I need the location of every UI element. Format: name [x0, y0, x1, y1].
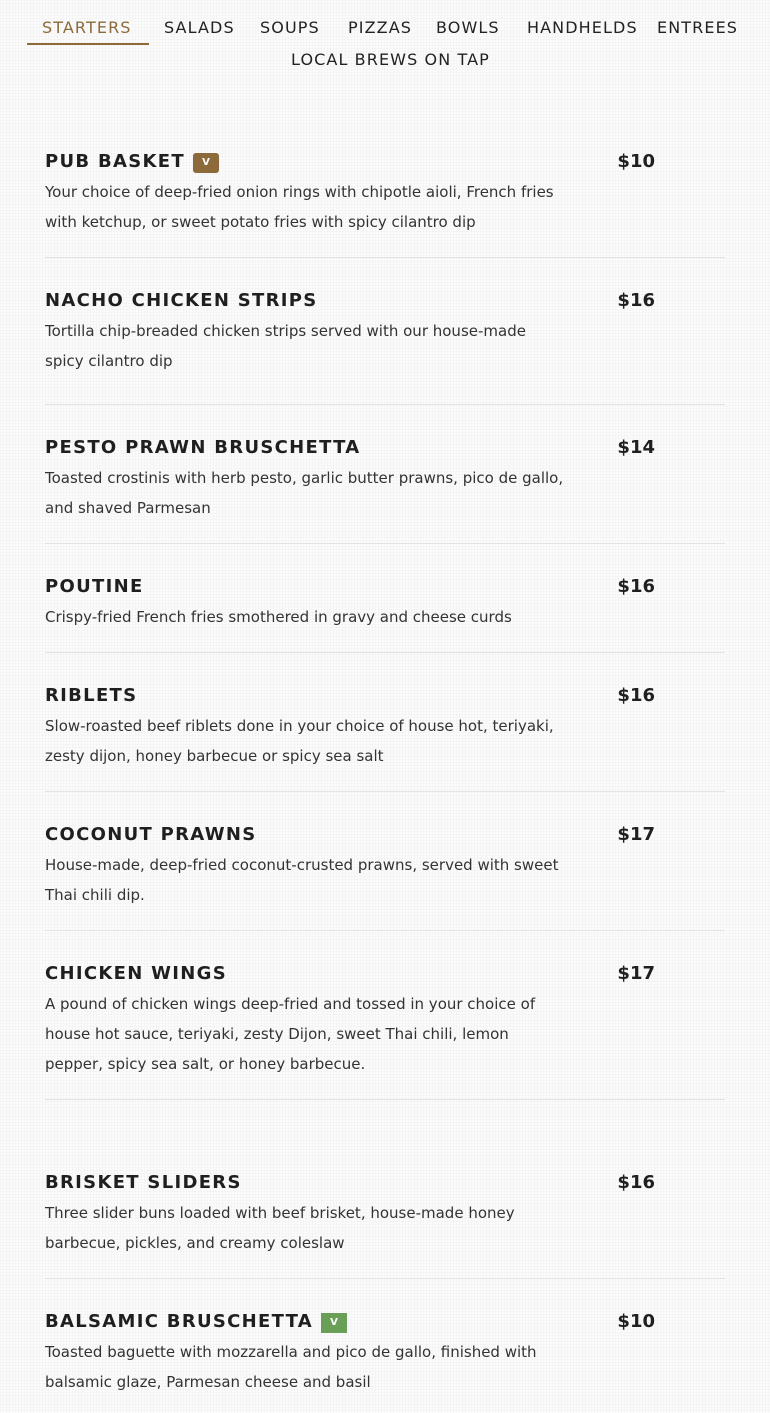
- menu-item-name: COCONUT PRAWNS: [45, 824, 257, 845]
- menu-item-price: $14: [617, 437, 655, 458]
- menu-item-description: Toasted crostinis with herb pesto, garlic butter prawns, pico de gallo, and shaved Parmesan: [45, 469, 564, 517]
- menu-item-price: $17: [617, 963, 655, 984]
- menu-item-price: $10: [617, 151, 655, 172]
- menu-item-description: A pound of chicken wings deep-fried and tossed in your choice of house hot sauce, teriyaki, zesty Dijon, sweet Thai chili, lemon pepper, spicy sea salt, or honey barbecue.: [45, 995, 536, 1073]
- divider: [45, 791, 725, 792]
- menu-item-name: BRISKET SLIDERS: [45, 1172, 242, 1193]
- tab-local-brews-on-tap[interactable]: LOCAL BREWS ON TAP: [291, 50, 490, 69]
- tab-bowls[interactable]: BOWLS: [436, 18, 500, 37]
- menu-item-price: $16: [617, 576, 655, 597]
- menu-item-price: $10: [617, 1311, 655, 1332]
- menu-item-name: CHICKEN WINGS: [45, 963, 228, 984]
- menu-item-description: Crispy-fried French fries smothered in gravy and cheese curds: [45, 608, 512, 626]
- divider: [45, 543, 725, 544]
- menu-item-description: Three slider buns loaded with beef brisket, house-made honey barbecue, pickles, and creamy coleslaw: [45, 1204, 515, 1252]
- tab-pizzas[interactable]: PIZZAS: [348, 18, 412, 37]
- divider: [45, 652, 725, 653]
- menu-item-description: Tortilla chip-breaded chicken strips served with our house-made spicy cilantro dip: [45, 322, 526, 370]
- menu-item-price: $16: [617, 685, 655, 706]
- menu-item-name: PUB BASKET V: [45, 151, 219, 173]
- menu-item-price: $16: [617, 290, 655, 311]
- divider: [45, 404, 725, 405]
- tab-salads[interactable]: SALADS: [164, 18, 235, 37]
- menu-item-name: POUTINE: [45, 576, 144, 597]
- menu-item-description: Your choice of deep-fried onion rings with chipotle aioli, French fries with ketchup, or sweet potato fries with spicy cilantro dip: [45, 183, 554, 231]
- menu-item-name: BALSAMIC BRUSCHETTA V: [45, 1311, 347, 1333]
- menu-item-name: NACHO CHICKEN STRIPS: [45, 290, 318, 311]
- tab-entrees[interactable]: ENTREES: [657, 18, 739, 37]
- tab-starters[interactable]: STARTERS: [42, 18, 132, 37]
- menu-item-name: PESTO PRAWN BRUSCHETTA: [45, 437, 361, 458]
- divider: [45, 257, 725, 258]
- tab-handhelds[interactable]: HANDHELDS: [527, 18, 638, 37]
- menu-item-description: Toasted baguette with mozzarella and pico de gallo, finished with balsamic glaze, Parmesan cheese and basil: [45, 1343, 537, 1391]
- divider: [45, 930, 725, 931]
- menu-item-description: House-made, deep-fried coconut-crusted prawns, served with sweet Thai chili dip.: [45, 856, 559, 904]
- vegetarian-badge: V: [321, 1313, 347, 1333]
- tab-soups[interactable]: SOUPS: [260, 18, 320, 37]
- menu-item-price: $16: [617, 1172, 655, 1193]
- divider: [45, 1099, 725, 1100]
- menu-item-name: RIBLETS: [45, 685, 138, 706]
- menu-item-description: Slow-roasted beef riblets done in your choice of house hot, teriyaki, zesty dijon, honey barbecue or spicy sea salt: [45, 717, 554, 765]
- vegetarian-badge: V: [193, 153, 219, 173]
- divider: [45, 1278, 725, 1279]
- active-tab-underline: [27, 43, 149, 45]
- menu-item-price: $17: [617, 824, 655, 845]
